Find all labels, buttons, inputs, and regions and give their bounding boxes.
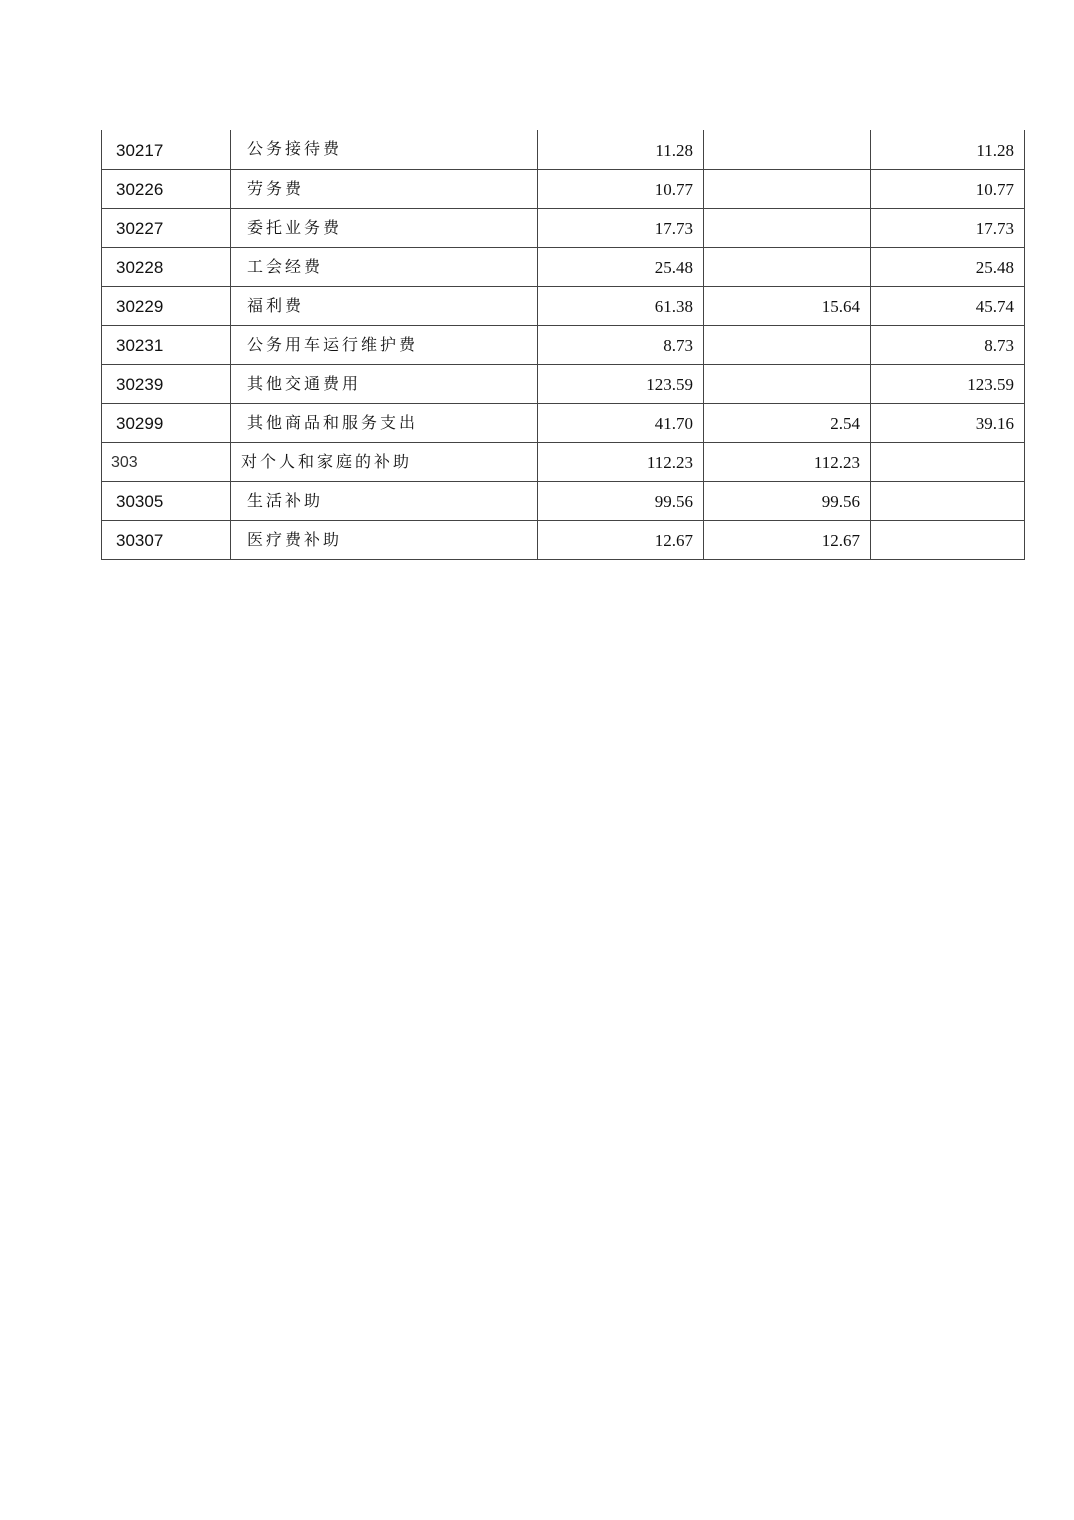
row-total: 25.48	[538, 247, 704, 286]
row-name: 医疗费补助	[231, 520, 538, 559]
table-row	[102, 403, 1025, 442]
row-project: 45.74	[871, 286, 1025, 325]
row-total: 61.38	[538, 286, 704, 325]
row-code: 30231	[102, 325, 231, 364]
row-name: 福利费	[231, 286, 538, 325]
row-code: 30305	[102, 481, 231, 520]
row-code: 30217	[102, 130, 231, 169]
table-row	[102, 481, 1025, 520]
row-total: 17.73	[538, 208, 704, 247]
row-basic	[704, 325, 871, 364]
row-total: 99.56	[538, 481, 704, 520]
expenditure-table	[101, 130, 1025, 560]
row-code: 30299	[102, 403, 231, 442]
row-code: 30226	[102, 169, 231, 208]
table-row	[102, 208, 1025, 247]
row-code: 30228	[102, 247, 231, 286]
row-project: 10.77	[871, 169, 1025, 208]
row-total: 123.59	[538, 364, 704, 403]
row-basic: 99.56	[704, 481, 871, 520]
table-row	[102, 247, 1025, 286]
table-row	[102, 325, 1025, 364]
row-total: 11.28	[538, 130, 704, 169]
row-name: 对个人和家庭的补助	[231, 442, 538, 481]
table-row	[102, 286, 1025, 325]
row-name: 生活补助	[231, 481, 538, 520]
row-basic	[704, 364, 871, 403]
row-total: 8.73	[538, 325, 704, 364]
row-basic	[704, 208, 871, 247]
row-name: 工会经费	[231, 247, 538, 286]
row-project: 8.73	[871, 325, 1025, 364]
table-row-category	[102, 442, 1025, 481]
row-basic: 15.64	[704, 286, 871, 325]
row-basic: 2.54	[704, 403, 871, 442]
table-row	[102, 130, 1025, 169]
row-basic	[704, 130, 871, 169]
row-project: 11.28	[871, 130, 1025, 169]
row-total: 112.23	[538, 442, 704, 481]
row-basic: 12.67	[704, 520, 871, 559]
row-basic	[704, 247, 871, 286]
table-row	[102, 169, 1025, 208]
row-code: 30229	[102, 286, 231, 325]
row-code: 30239	[102, 364, 231, 403]
row-code: 303	[102, 442, 231, 481]
row-total: 10.77	[538, 169, 704, 208]
row-name: 委托业务费	[231, 208, 538, 247]
row-name: 其他商品和服务支出	[231, 403, 538, 442]
row-code: 30227	[102, 208, 231, 247]
row-project	[871, 481, 1025, 520]
row-basic	[704, 169, 871, 208]
row-project: 17.73	[871, 208, 1025, 247]
row-name: 其他交通费用	[231, 364, 538, 403]
table-row	[102, 364, 1025, 403]
row-name: 公务接待费	[231, 130, 538, 169]
row-basic: 112.23	[704, 442, 871, 481]
row-project	[871, 520, 1025, 559]
row-project: 25.48	[871, 247, 1025, 286]
row-name: 公务用车运行维护费	[231, 325, 538, 364]
row-total: 12.67	[538, 520, 704, 559]
row-name: 劳务费	[231, 169, 538, 208]
row-project: 39.16	[871, 403, 1025, 442]
row-code: 30307	[102, 520, 231, 559]
row-project: 123.59	[871, 364, 1025, 403]
row-total: 41.70	[538, 403, 704, 442]
row-project	[871, 442, 1025, 481]
table-row	[102, 520, 1025, 559]
